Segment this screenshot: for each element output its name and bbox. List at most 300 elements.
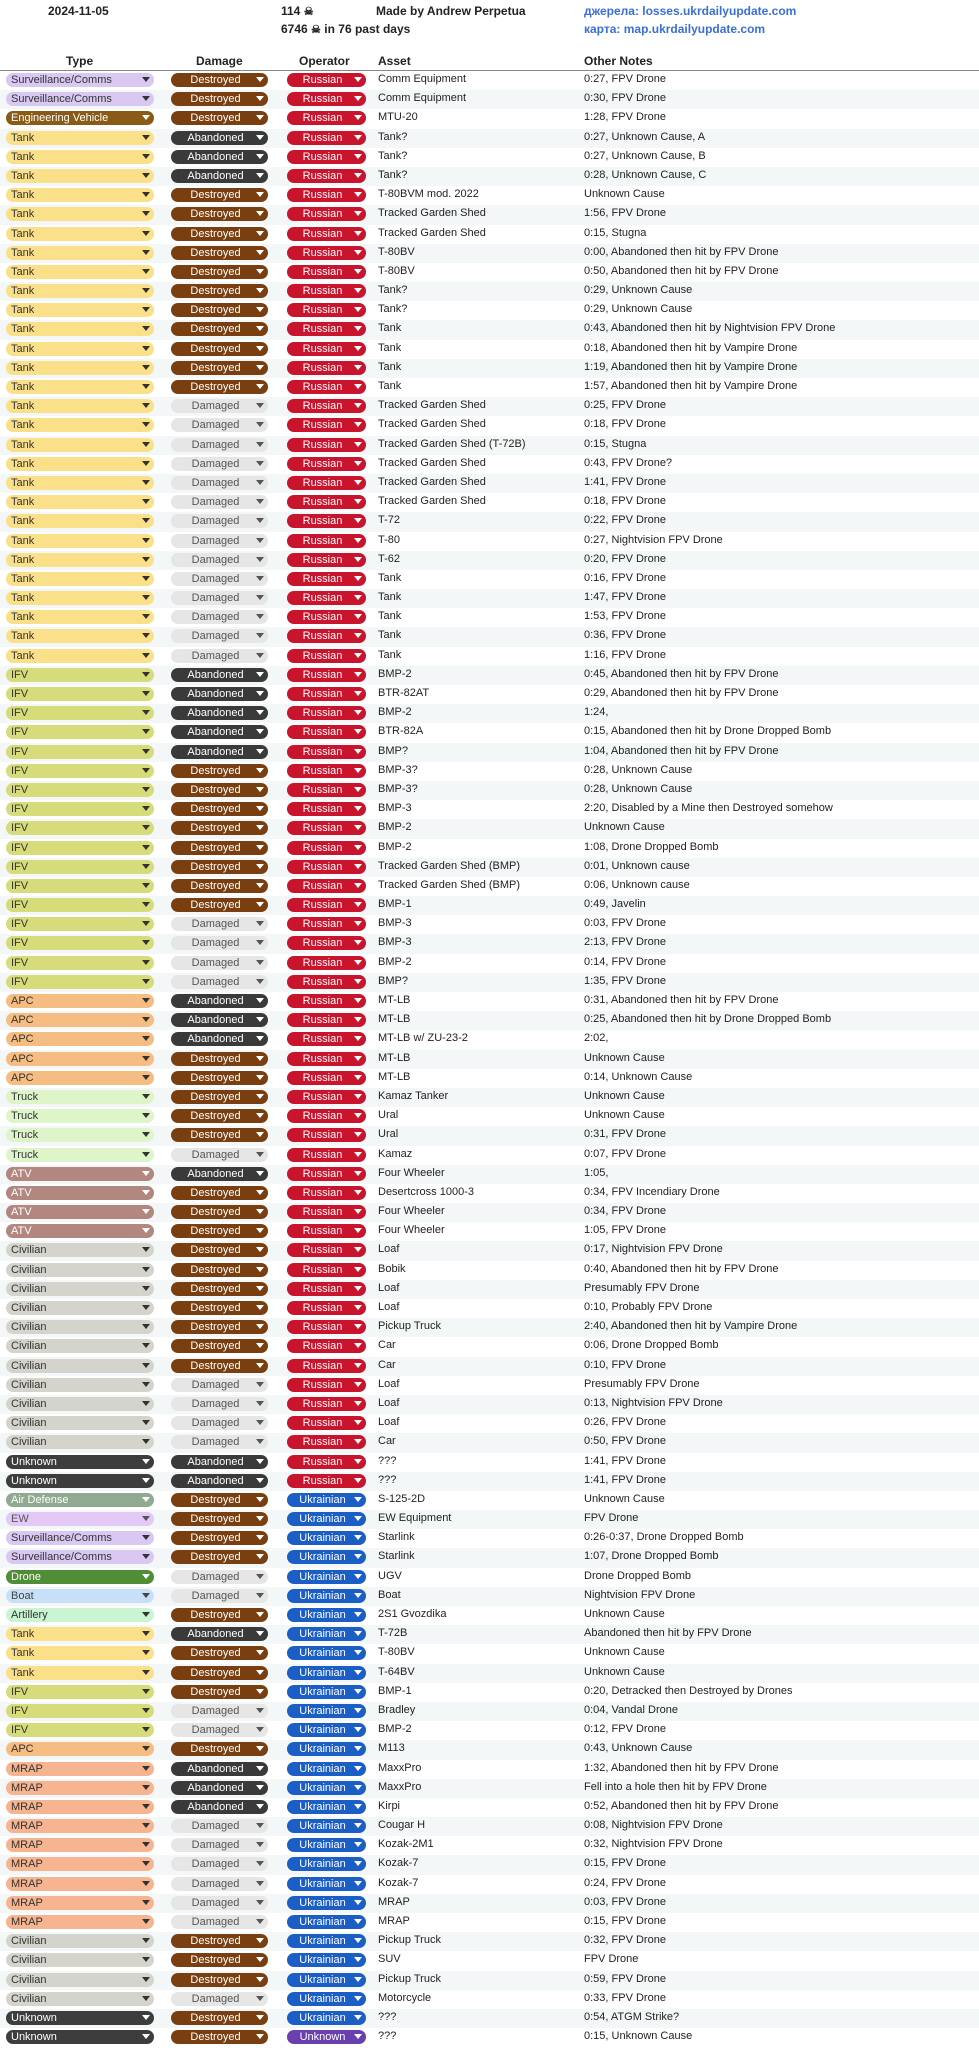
type-select[interactable] bbox=[6, 1781, 154, 1795]
damage-select[interactable] bbox=[171, 111, 268, 125]
type-select[interactable] bbox=[6, 572, 154, 586]
type-select[interactable] bbox=[6, 1320, 154, 1334]
damage-select[interactable] bbox=[171, 917, 268, 931]
operator-select[interactable] bbox=[287, 1435, 366, 1449]
operator-select[interactable] bbox=[287, 1857, 366, 1871]
damage-select[interactable] bbox=[171, 1128, 268, 1142]
operator-select[interactable] bbox=[287, 1378, 366, 1392]
type-select[interactable] bbox=[6, 1397, 154, 1411]
type-select[interactable] bbox=[6, 860, 154, 874]
operator-select[interactable] bbox=[287, 1627, 366, 1641]
operator-select[interactable] bbox=[287, 1666, 366, 1680]
operator-select[interactable] bbox=[287, 917, 366, 931]
type-select[interactable] bbox=[6, 1742, 154, 1756]
damage-select[interactable] bbox=[171, 303, 268, 317]
damage-select[interactable] bbox=[171, 1685, 268, 1699]
type-select[interactable] bbox=[6, 342, 154, 356]
damage-select[interactable] bbox=[171, 1531, 268, 1545]
damage-select[interactable] bbox=[171, 553, 268, 567]
damage-select[interactable] bbox=[171, 783, 268, 797]
damage-select[interactable] bbox=[171, 1512, 268, 1526]
type-select[interactable] bbox=[6, 1032, 154, 1046]
type-select[interactable] bbox=[6, 1224, 154, 1238]
damage-select[interactable] bbox=[171, 975, 268, 989]
damage-select[interactable] bbox=[171, 1148, 268, 1162]
operator-select[interactable] bbox=[287, 1071, 366, 1085]
operator-select[interactable] bbox=[287, 1570, 366, 1584]
type-select[interactable] bbox=[6, 188, 154, 202]
operator-select[interactable] bbox=[287, 1243, 366, 1257]
type-select[interactable] bbox=[6, 668, 154, 682]
damage-select[interactable] bbox=[171, 1550, 268, 1564]
type-select[interactable] bbox=[6, 706, 154, 720]
damage-select[interactable] bbox=[171, 572, 268, 586]
damage-select[interactable] bbox=[171, 438, 268, 452]
damage-select[interactable] bbox=[171, 1071, 268, 1085]
operator-select[interactable] bbox=[287, 457, 366, 471]
damage-select[interactable] bbox=[171, 1762, 268, 1776]
damage-select[interactable] bbox=[171, 1186, 268, 1200]
operator-select[interactable] bbox=[287, 1148, 366, 1162]
damage-select[interactable] bbox=[171, 1723, 268, 1737]
type-select[interactable] bbox=[6, 1857, 154, 1871]
operator-select[interactable] bbox=[287, 1013, 366, 1027]
damage-select[interactable] bbox=[171, 649, 268, 663]
damage-select[interactable] bbox=[171, 841, 268, 855]
type-select[interactable] bbox=[6, 246, 154, 260]
damage-select[interactable] bbox=[171, 1915, 268, 1929]
operator-select[interactable] bbox=[287, 1896, 366, 1910]
type-select[interactable] bbox=[6, 1186, 154, 1200]
operator-select[interactable] bbox=[287, 1109, 366, 1123]
type-select[interactable] bbox=[6, 1205, 154, 1219]
type-select[interactable] bbox=[6, 1531, 154, 1545]
type-select[interactable] bbox=[6, 1934, 154, 1948]
type-select[interactable] bbox=[6, 303, 154, 317]
operator-select[interactable] bbox=[287, 1128, 366, 1142]
damage-select[interactable] bbox=[171, 1608, 268, 1622]
type-select[interactable] bbox=[6, 131, 154, 145]
operator-select[interactable] bbox=[287, 1704, 366, 1718]
type-select[interactable] bbox=[6, 1723, 154, 1737]
operator-select[interactable] bbox=[287, 534, 366, 548]
type-select[interactable] bbox=[6, 649, 154, 663]
operator-select[interactable] bbox=[287, 1934, 366, 1948]
damage-select[interactable] bbox=[171, 495, 268, 509]
operator-select[interactable] bbox=[287, 994, 366, 1008]
type-select[interactable] bbox=[6, 169, 154, 183]
map-link[interactable]: карта: map.ukrdailyupdate.com bbox=[584, 22, 766, 36]
damage-select[interactable] bbox=[171, 821, 268, 835]
operator-select[interactable] bbox=[287, 1167, 366, 1181]
damage-select[interactable] bbox=[171, 1339, 268, 1353]
type-select[interactable] bbox=[6, 92, 154, 106]
type-select[interactable] bbox=[6, 1435, 154, 1449]
type-select[interactable] bbox=[6, 399, 154, 413]
operator-select[interactable] bbox=[287, 150, 366, 164]
operator-select[interactable] bbox=[287, 380, 366, 394]
operator-select[interactable] bbox=[287, 2011, 366, 2025]
type-select[interactable] bbox=[6, 687, 154, 701]
damage-select[interactable] bbox=[171, 227, 268, 241]
damage-select[interactable] bbox=[171, 1455, 268, 1469]
operator-select[interactable] bbox=[287, 303, 366, 317]
operator-select[interactable] bbox=[287, 1205, 366, 1219]
operator-select[interactable] bbox=[287, 1915, 366, 1929]
damage-select[interactable] bbox=[171, 1781, 268, 1795]
damage-select[interactable] bbox=[171, 1896, 268, 1910]
operator-select[interactable] bbox=[287, 1493, 366, 1507]
type-select[interactable] bbox=[6, 1915, 154, 1929]
damage-select[interactable] bbox=[171, 668, 268, 682]
damage-select[interactable] bbox=[171, 1090, 268, 1104]
sources-link[interactable]: джерела: losses.ukrdailyupdate.com bbox=[584, 4, 797, 18]
operator-select[interactable] bbox=[287, 1723, 366, 1737]
type-select[interactable] bbox=[6, 591, 154, 605]
operator-select[interactable] bbox=[287, 73, 366, 87]
operator-select[interactable] bbox=[287, 1339, 366, 1353]
operator-select[interactable] bbox=[287, 1685, 366, 1699]
damage-select[interactable] bbox=[171, 1666, 268, 1680]
operator-select[interactable] bbox=[287, 629, 366, 643]
type-select[interactable] bbox=[6, 1493, 154, 1507]
type-select[interactable] bbox=[6, 495, 154, 509]
type-select[interactable] bbox=[6, 1627, 154, 1641]
operator-select[interactable] bbox=[287, 975, 366, 989]
type-select[interactable] bbox=[6, 1071, 154, 1085]
damage-select[interactable] bbox=[171, 534, 268, 548]
type-select[interactable] bbox=[6, 1992, 154, 2006]
damage-select[interactable] bbox=[171, 898, 268, 912]
damage-select[interactable] bbox=[171, 1973, 268, 1987]
damage-select[interactable] bbox=[171, 342, 268, 356]
damage-select[interactable] bbox=[171, 1646, 268, 1660]
operator-select[interactable] bbox=[287, 1301, 366, 1315]
operator-select[interactable] bbox=[287, 553, 366, 567]
damage-select[interactable] bbox=[171, 591, 268, 605]
type-select[interactable] bbox=[6, 1109, 154, 1123]
operator-select[interactable] bbox=[287, 131, 366, 145]
type-select[interactable] bbox=[6, 1838, 154, 1852]
operator-select[interactable] bbox=[287, 936, 366, 950]
operator-select[interactable] bbox=[287, 1474, 366, 1488]
operator-select[interactable] bbox=[287, 1550, 366, 1564]
type-select[interactable] bbox=[6, 1973, 154, 1987]
damage-select[interactable] bbox=[171, 725, 268, 739]
operator-select[interactable] bbox=[287, 1762, 366, 1776]
type-select[interactable] bbox=[6, 956, 154, 970]
type-select[interactable] bbox=[6, 1550, 154, 1564]
type-select[interactable] bbox=[6, 725, 154, 739]
operator-select[interactable] bbox=[287, 2030, 366, 2044]
damage-select[interactable] bbox=[171, 1032, 268, 1046]
type-select[interactable] bbox=[6, 227, 154, 241]
type-select[interactable] bbox=[6, 534, 154, 548]
operator-select[interactable] bbox=[287, 514, 366, 528]
operator-select[interactable] bbox=[287, 322, 366, 336]
operator-select[interactable] bbox=[287, 1359, 366, 1373]
type-select[interactable] bbox=[6, 821, 154, 835]
operator-select[interactable] bbox=[287, 1646, 366, 1660]
type-select[interactable] bbox=[6, 322, 154, 336]
damage-select[interactable] bbox=[171, 418, 268, 432]
damage-select[interactable] bbox=[171, 1378, 268, 1392]
operator-select[interactable] bbox=[287, 745, 366, 759]
operator-select[interactable] bbox=[287, 265, 366, 279]
operator-select[interactable] bbox=[287, 956, 366, 970]
damage-select[interactable] bbox=[171, 764, 268, 778]
damage-select[interactable] bbox=[171, 1109, 268, 1123]
type-select[interactable] bbox=[6, 1704, 154, 1718]
operator-select[interactable] bbox=[287, 572, 366, 586]
operator-select[interactable] bbox=[287, 476, 366, 490]
operator-select[interactable] bbox=[287, 668, 366, 682]
type-select[interactable] bbox=[6, 2030, 154, 2044]
damage-select[interactable] bbox=[171, 1167, 268, 1181]
type-select[interactable] bbox=[6, 1570, 154, 1584]
operator-select[interactable] bbox=[287, 418, 366, 432]
type-select[interactable] bbox=[6, 994, 154, 1008]
damage-select[interactable] bbox=[171, 802, 268, 816]
damage-select[interactable] bbox=[171, 687, 268, 701]
damage-select[interactable] bbox=[171, 265, 268, 279]
operator-select[interactable] bbox=[287, 111, 366, 125]
damage-select[interactable] bbox=[171, 936, 268, 950]
operator-select[interactable] bbox=[287, 706, 366, 720]
operator-select[interactable] bbox=[287, 1282, 366, 1296]
type-select[interactable] bbox=[6, 1090, 154, 1104]
damage-select[interactable] bbox=[171, 284, 268, 298]
type-select[interactable] bbox=[6, 1685, 154, 1699]
damage-select[interactable] bbox=[171, 2011, 268, 2025]
type-select[interactable] bbox=[6, 745, 154, 759]
operator-select[interactable] bbox=[287, 495, 366, 509]
type-select[interactable] bbox=[6, 265, 154, 279]
type-select[interactable] bbox=[6, 457, 154, 471]
type-select[interactable] bbox=[6, 1243, 154, 1257]
operator-select[interactable] bbox=[287, 764, 366, 778]
damage-select[interactable] bbox=[171, 1570, 268, 1584]
operator-select[interactable] bbox=[287, 188, 366, 202]
type-select[interactable] bbox=[6, 418, 154, 432]
type-select[interactable] bbox=[6, 361, 154, 375]
damage-select[interactable] bbox=[171, 1052, 268, 1066]
operator-select[interactable] bbox=[287, 1090, 366, 1104]
damage-select[interactable] bbox=[171, 1205, 268, 1219]
damage-select[interactable] bbox=[171, 399, 268, 413]
operator-select[interactable] bbox=[287, 1800, 366, 1814]
operator-select[interactable] bbox=[287, 1186, 366, 1200]
type-select[interactable] bbox=[6, 879, 154, 893]
operator-select[interactable] bbox=[287, 169, 366, 183]
type-select[interactable] bbox=[6, 1416, 154, 1430]
type-select[interactable] bbox=[6, 1148, 154, 1162]
operator-select[interactable] bbox=[287, 399, 366, 413]
type-select[interactable] bbox=[6, 1378, 154, 1392]
damage-select[interactable] bbox=[171, 1800, 268, 1814]
damage-select[interactable] bbox=[171, 514, 268, 528]
damage-select[interactable] bbox=[171, 2030, 268, 2044]
damage-select[interactable] bbox=[171, 1589, 268, 1603]
type-select[interactable] bbox=[6, 111, 154, 125]
type-select[interactable] bbox=[6, 380, 154, 394]
operator-select[interactable] bbox=[287, 591, 366, 605]
damage-select[interactable] bbox=[171, 1320, 268, 1334]
type-select[interactable] bbox=[6, 802, 154, 816]
operator-select[interactable] bbox=[287, 687, 366, 701]
type-select[interactable] bbox=[6, 1608, 154, 1622]
damage-select[interactable] bbox=[171, 860, 268, 874]
damage-select[interactable] bbox=[171, 1877, 268, 1891]
type-select[interactable] bbox=[6, 2011, 154, 2025]
type-select[interactable] bbox=[6, 553, 154, 567]
damage-select[interactable] bbox=[171, 246, 268, 260]
operator-select[interactable] bbox=[287, 610, 366, 624]
type-select[interactable] bbox=[6, 1013, 154, 1027]
damage-select[interactable] bbox=[171, 1359, 268, 1373]
damage-select[interactable] bbox=[171, 1992, 268, 2006]
damage-select[interactable] bbox=[171, 1416, 268, 1430]
damage-select[interactable] bbox=[171, 629, 268, 643]
type-select[interactable] bbox=[6, 150, 154, 164]
damage-select[interactable] bbox=[171, 994, 268, 1008]
damage-select[interactable] bbox=[171, 476, 268, 490]
operator-select[interactable] bbox=[287, 361, 366, 375]
operator-select[interactable] bbox=[287, 802, 366, 816]
type-select[interactable] bbox=[6, 841, 154, 855]
damage-select[interactable] bbox=[171, 1282, 268, 1296]
damage-select[interactable] bbox=[171, 1934, 268, 1948]
damage-select[interactable] bbox=[171, 706, 268, 720]
damage-select[interactable] bbox=[171, 322, 268, 336]
type-select[interactable] bbox=[6, 1896, 154, 1910]
type-select[interactable] bbox=[6, 1167, 154, 1181]
operator-select[interactable] bbox=[287, 898, 366, 912]
operator-select[interactable] bbox=[287, 1992, 366, 2006]
type-select[interactable] bbox=[6, 936, 154, 950]
operator-select[interactable] bbox=[287, 438, 366, 452]
damage-select[interactable] bbox=[171, 1224, 268, 1238]
operator-select[interactable] bbox=[287, 284, 366, 298]
operator-select[interactable] bbox=[287, 649, 366, 663]
operator-select[interactable] bbox=[287, 1224, 366, 1238]
damage-select[interactable] bbox=[171, 1857, 268, 1871]
operator-select[interactable] bbox=[287, 783, 366, 797]
type-select[interactable] bbox=[6, 1512, 154, 1526]
operator-select[interactable] bbox=[287, 1455, 366, 1469]
operator-select[interactable] bbox=[287, 1838, 366, 1852]
damage-select[interactable] bbox=[171, 92, 268, 106]
type-select[interactable] bbox=[6, 629, 154, 643]
operator-select[interactable] bbox=[287, 1263, 366, 1277]
type-select[interactable] bbox=[6, 284, 154, 298]
damage-select[interactable] bbox=[171, 457, 268, 471]
damage-select[interactable] bbox=[171, 1493, 268, 1507]
operator-select[interactable] bbox=[287, 1531, 366, 1545]
operator-select[interactable] bbox=[287, 841, 366, 855]
damage-select[interactable] bbox=[171, 1953, 268, 1967]
operator-select[interactable] bbox=[287, 1512, 366, 1526]
type-select[interactable] bbox=[6, 764, 154, 778]
damage-select[interactable] bbox=[171, 1435, 268, 1449]
type-select[interactable] bbox=[6, 1263, 154, 1277]
damage-select[interactable] bbox=[171, 1243, 268, 1257]
type-select[interactable] bbox=[6, 476, 154, 490]
damage-select[interactable] bbox=[171, 1474, 268, 1488]
type-select[interactable] bbox=[6, 1339, 154, 1353]
type-select[interactable] bbox=[6, 73, 154, 87]
operator-select[interactable] bbox=[287, 1877, 366, 1891]
damage-select[interactable] bbox=[171, 188, 268, 202]
type-select[interactable] bbox=[6, 438, 154, 452]
operator-select[interactable] bbox=[287, 821, 366, 835]
damage-select[interactable] bbox=[171, 1301, 268, 1315]
damage-select[interactable] bbox=[171, 150, 268, 164]
damage-select[interactable] bbox=[171, 169, 268, 183]
type-select[interactable] bbox=[6, 1474, 154, 1488]
type-select[interactable] bbox=[6, 975, 154, 989]
operator-select[interactable] bbox=[287, 342, 366, 356]
operator-select[interactable] bbox=[287, 92, 366, 106]
damage-select[interactable] bbox=[171, 745, 268, 759]
type-select[interactable] bbox=[6, 1800, 154, 1814]
damage-select[interactable] bbox=[171, 610, 268, 624]
damage-select[interactable] bbox=[171, 1397, 268, 1411]
damage-select[interactable] bbox=[171, 1742, 268, 1756]
type-select[interactable] bbox=[6, 1646, 154, 1660]
damage-select[interactable] bbox=[171, 380, 268, 394]
damage-select[interactable] bbox=[171, 1627, 268, 1641]
operator-select[interactable] bbox=[287, 1953, 366, 1967]
operator-select[interactable] bbox=[287, 1416, 366, 1430]
type-select[interactable] bbox=[6, 207, 154, 221]
damage-select[interactable] bbox=[171, 207, 268, 221]
type-select[interactable] bbox=[6, 1819, 154, 1833]
operator-select[interactable] bbox=[287, 1742, 366, 1756]
operator-select[interactable] bbox=[287, 1320, 366, 1334]
type-select[interactable] bbox=[6, 1953, 154, 1967]
damage-select[interactable] bbox=[171, 1013, 268, 1027]
type-select[interactable] bbox=[6, 1282, 154, 1296]
damage-select[interactable] bbox=[171, 1819, 268, 1833]
type-select[interactable] bbox=[6, 514, 154, 528]
operator-select[interactable] bbox=[287, 860, 366, 874]
type-select[interactable] bbox=[6, 783, 154, 797]
type-select[interactable] bbox=[6, 1455, 154, 1469]
damage-select[interactable] bbox=[171, 956, 268, 970]
type-select[interactable] bbox=[6, 1301, 154, 1315]
operator-select[interactable] bbox=[287, 207, 366, 221]
type-select[interactable] bbox=[6, 1589, 154, 1603]
damage-select[interactable] bbox=[171, 131, 268, 145]
type-select[interactable] bbox=[6, 898, 154, 912]
damage-select[interactable] bbox=[171, 1704, 268, 1718]
type-select[interactable] bbox=[6, 917, 154, 931]
operator-select[interactable] bbox=[287, 1608, 366, 1622]
damage-select[interactable] bbox=[171, 1838, 268, 1852]
type-select[interactable] bbox=[6, 1359, 154, 1373]
operator-select[interactable] bbox=[287, 1819, 366, 1833]
operator-select[interactable] bbox=[287, 1781, 366, 1795]
operator-select[interactable] bbox=[287, 725, 366, 739]
damage-select[interactable] bbox=[171, 879, 268, 893]
type-select[interactable] bbox=[6, 1666, 154, 1680]
type-select[interactable] bbox=[6, 1052, 154, 1066]
operator-select[interactable] bbox=[287, 1032, 366, 1046]
type-select[interactable] bbox=[6, 610, 154, 624]
type-select[interactable] bbox=[6, 1762, 154, 1776]
operator-select[interactable] bbox=[287, 879, 366, 893]
